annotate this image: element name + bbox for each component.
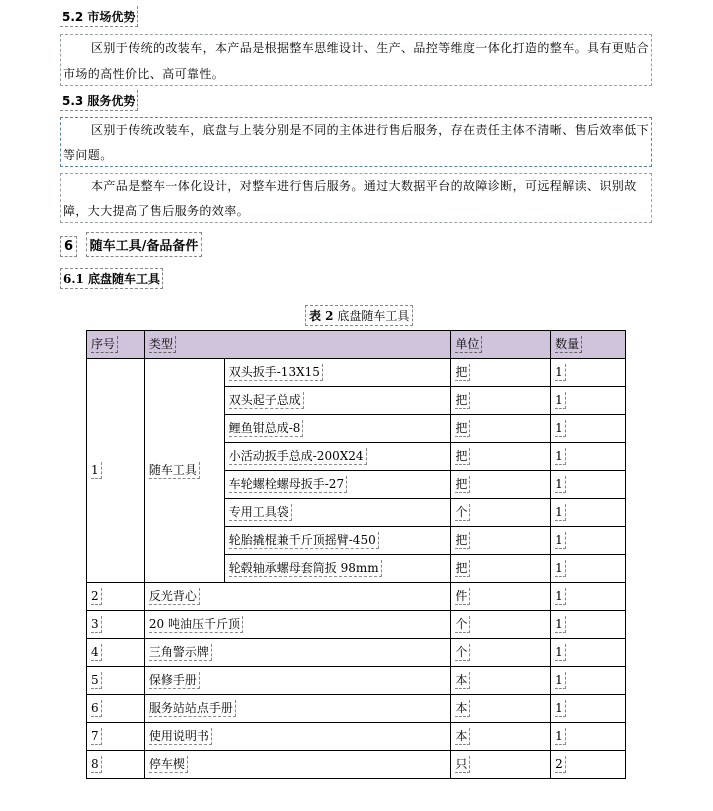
item-name-cell: 轮毂轴承螺母套筒扳 98mm [224, 555, 451, 583]
row-type-cell: 停车楔 [144, 751, 450, 779]
row-qty-cell: 2 [551, 751, 626, 779]
section-5-3-title: 5.3 服务优势 [60, 90, 138, 111]
row-qty-cell: 1 [551, 667, 626, 695]
table-header-row [87, 331, 626, 359]
row-type-cell: 反光背心 [144, 583, 450, 611]
item-name-cell: 轮胎撬棍兼千斤顶摇臂-450 [224, 527, 451, 555]
header-no: 序号 [87, 331, 145, 359]
table-caption-label: 表 2 [309, 309, 334, 323]
row-no-cell: 6 [87, 695, 145, 723]
item-unit-cell: 把 [451, 555, 551, 583]
section-5-2-title: 5.2 市场优势 [60, 6, 138, 27]
item-unit-cell: 个 [451, 499, 551, 527]
row-unit-cell: 件 [451, 583, 551, 611]
item-name-cell: 车轮螺栓螺母扳手-27 [224, 471, 451, 499]
table-row [87, 359, 626, 387]
section-6-heading [60, 232, 202, 257]
row-no-cell: 4 [87, 639, 145, 667]
table-row [87, 751, 626, 779]
item-unit-cell: 把 [451, 387, 551, 415]
row-type-cell: 三角警示牌 [144, 639, 450, 667]
row-unit-cell: 本 [451, 695, 551, 723]
item-qty-cell: 1 [551, 443, 626, 471]
table-row [87, 583, 626, 611]
header-type: 类型 [144, 331, 450, 359]
header-qty: 数量 [551, 331, 626, 359]
row-type-cell: 20 吨油压千斤顶 [144, 611, 450, 639]
section-6-number: 6 [60, 236, 77, 257]
section-5-3-paragraph-2: 本产品是整车一体化设计，对整车进行售后服务。通过大数据平台的故障诊断，可远程解读、识别故障，大大提高了售后服务的效率。 [60, 173, 652, 223]
group-type-cell: 随车工具 [144, 359, 224, 583]
item-name-cell: 专用工具袋 [224, 499, 451, 527]
section-6-title: 随车工具/备品备件 [86, 232, 203, 257]
item-qty-cell: 1 [551, 387, 626, 415]
row-no-cell: 8 [87, 751, 145, 779]
row-type-cell: 服务站站点手册 [144, 695, 450, 723]
item-qty-cell: 1 [551, 527, 626, 555]
row-no-cell: 3 [87, 611, 145, 639]
section-5-2-paragraph: 区别于传统的改装车，本产品是根据整车思维设计、生产、品控等维度一体化打造的整车。具有更贴合市场的高性价比、高可靠性。 [60, 34, 652, 86]
item-name-cell: 双头扳手-13X15 [224, 359, 451, 387]
section-5-3-heading [60, 90, 138, 111]
table-row [87, 723, 626, 751]
section-5-2-heading [60, 6, 138, 27]
row-no-cell: 2 [87, 583, 145, 611]
item-name-cell: 小活动扳手总成-200X24 [224, 443, 451, 471]
item-unit-cell: 把 [451, 527, 551, 555]
row-type-cell: 使用说明书 [144, 723, 450, 751]
table-row [87, 611, 626, 639]
header-unit: 单位 [451, 331, 551, 359]
item-name-cell: 鲤鱼钳总成-8 [224, 415, 451, 443]
item-unit-cell: 把 [451, 443, 551, 471]
section-6-1-heading [60, 268, 163, 289]
item-unit-cell: 把 [451, 359, 551, 387]
row-qty-cell: 1 [551, 583, 626, 611]
row-type-cell: 保修手册 [144, 667, 450, 695]
group-no-cell: 1 [87, 359, 145, 583]
row-unit-cell: 本 [451, 667, 551, 695]
row-no-cell: 5 [87, 667, 145, 695]
item-qty-cell: 1 [551, 499, 626, 527]
row-unit-cell: 个 [451, 639, 551, 667]
row-unit-cell: 个 [451, 611, 551, 639]
row-no-cell: 7 [87, 723, 145, 751]
item-unit-cell: 把 [451, 415, 551, 443]
chassis-tools-table [86, 330, 626, 779]
table-row [87, 695, 626, 723]
item-qty-cell: 1 [551, 471, 626, 499]
item-name-cell: 双头起子总成 [224, 387, 451, 415]
row-unit-cell: 本 [451, 723, 551, 751]
row-qty-cell: 1 [551, 695, 626, 723]
item-qty-cell: 1 [551, 415, 626, 443]
table-row [87, 667, 626, 695]
item-unit-cell: 把 [451, 471, 551, 499]
row-qty-cell: 1 [551, 611, 626, 639]
table-caption [305, 305, 413, 326]
row-qty-cell: 1 [551, 639, 626, 667]
row-qty-cell: 1 [551, 723, 626, 751]
item-qty-cell: 1 [551, 555, 626, 583]
item-qty-cell: 1 [551, 359, 626, 387]
section-5-3-paragraph-1: 区别于传统改装车，底盘与上装分别是不同的主体进行售后服务，存在责任主体不清晰、售后效率低下等问题。 [60, 117, 652, 167]
table-row [87, 639, 626, 667]
section-6-1-title: 6.1 底盘随车工具 [60, 268, 163, 289]
row-unit-cell: 只 [451, 751, 551, 779]
table-caption-text: 底盘随车工具 [333, 309, 410, 323]
